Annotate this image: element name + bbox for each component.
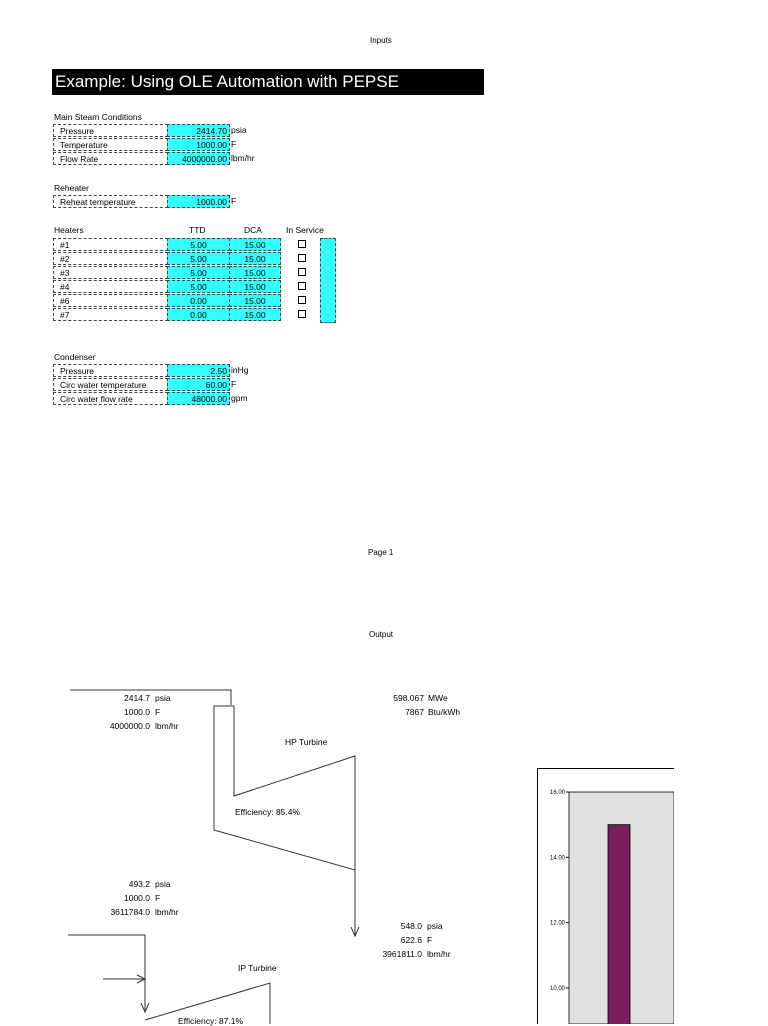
heater-dca-input[interactable]: 15.00 — [229, 238, 281, 251]
circ-water-temperature-input[interactable]: 60.00 — [167, 378, 230, 391]
heater-dca-input[interactable]: 15.00 — [229, 280, 281, 293]
condenser-pressure-label: Pressure — [53, 364, 168, 377]
ms-pressure-unit: psia — [155, 693, 171, 703]
rh-flow-unit: lbm/hr — [155, 907, 179, 917]
power-unit: MWe — [428, 693, 448, 703]
rh-temp-value: 1000.0 — [124, 893, 150, 903]
main-steam-flow-label: Flow Rate — [53, 152, 168, 165]
heater-dca-input[interactable]: 15.00 — [229, 308, 281, 321]
ms-temp-value: 1000.0 — [124, 707, 150, 717]
chart-y-tick-label: 12.00 — [549, 920, 565, 927]
heater-dca-input[interactable]: 15.00 — [229, 294, 281, 307]
condenser-pressure-unit: inHg — [231, 365, 249, 375]
main-steam-temperature-label: Temperature — [53, 138, 168, 151]
main-steam-pressure-input[interactable]: 2414.70 — [167, 124, 230, 137]
heater-row-label: #3 — [53, 266, 168, 279]
heater-ttd-input[interactable]: 5.00 — [167, 238, 230, 251]
hp-exhaust-flow-unit: lbm/hr — [427, 949, 451, 959]
chart-y-tick-label: 14.00 — [549, 855, 565, 862]
reheat-temperature-label: Reheat temperature — [53, 195, 168, 208]
heater-row-label: #7 — [53, 308, 168, 321]
heat-rate-unit: Btu/kWh — [428, 707, 461, 717]
ms-pressure-value: 2414.7 — [124, 693, 150, 703]
heater-ttd-input[interactable]: 5.00 — [167, 252, 230, 265]
hp-exhaust-temp-unit: F — [427, 935, 433, 945]
hp-turbine-label: HP Turbine — [285, 737, 328, 747]
heater-ttd-input[interactable]: 0.00 — [167, 294, 230, 307]
chart-bar — [608, 825, 630, 1024]
heater-dca-input[interactable]: 15.00 — [229, 252, 281, 265]
rh-temp-unit: F — [155, 893, 161, 903]
condenser-heading: Condenser — [54, 352, 96, 362]
heater-dca-input[interactable]: 15.00 — [229, 266, 281, 279]
ms-temp-unit: F — [155, 707, 161, 717]
circ-water-flow-unit: gpm — [231, 393, 248, 403]
ms-flow-value: 4000000.0 — [109, 721, 150, 731]
heater-row-label: #1 — [53, 238, 168, 251]
heaters-in-service-header: In Service — [286, 225, 324, 235]
heater-ttd-input[interactable]: 5.00 — [167, 266, 230, 279]
power-value: 598.067 — [393, 693, 424, 703]
rh-pressure-value: 493.2 — [128, 879, 150, 889]
page-footer: Page 1 — [368, 548, 394, 557]
hp-exhaust-pressure-unit: psia — [427, 921, 443, 931]
main-steam-pressure-label: Pressure — [53, 124, 168, 137]
reheat-temperature-unit: F — [231, 196, 237, 206]
main-steam-temperature-unit: F — [231, 139, 237, 149]
hp-exhaust-flow-value: 3961811.0 — [382, 949, 422, 959]
hp-turbine-efficiency: Efficiency: 85.4% — [235, 807, 301, 817]
circ-water-temperature-unit: F — [231, 379, 237, 389]
ip-turbine-label: IP Turbine — [238, 963, 277, 973]
heaters-dca-header: DCA — [244, 225, 262, 235]
heaters-heading: Heaters — [54, 225, 84, 235]
efficiency-chart — [537, 768, 674, 1024]
heaters-ttd-header: TTD — [189, 225, 206, 235]
heat-rate-value: 7867 — [405, 707, 424, 717]
heater-ttd-input[interactable]: 5.00 — [167, 280, 230, 293]
main-steam-temperature-input[interactable]: 1000.00 — [167, 138, 230, 151]
reheater-heading: Reheater — [54, 183, 89, 193]
circ-water-flow-input[interactable]: 48000.00 — [167, 392, 230, 405]
reheat-temperature-input[interactable]: 1000.00 — [167, 195, 230, 208]
main-steam-flow-unit: lbm/hr — [231, 153, 255, 163]
chart-y-tick-label: 16.00 — [549, 790, 565, 796]
page-title: Example: Using OLE Automation with PEPSE — [52, 69, 484, 95]
heater-ttd-input[interactable]: 0.00 — [167, 308, 230, 321]
ms-flow-unit: lbm/hr — [155, 721, 179, 731]
main-steam-heading: Main Steam Conditions — [54, 112, 142, 122]
rh-pressure-unit: psia — [155, 879, 171, 889]
condenser-pressure-input[interactable]: 2.50 — [167, 364, 230, 377]
circ-water-temperature-label: Circ water temperature — [53, 378, 168, 391]
main-steam-flow-input[interactable]: 4000000.00 — [167, 152, 230, 165]
heater-row-label: #4 — [53, 280, 168, 293]
hp-exhaust-pressure-value: 548.0 — [400, 921, 422, 931]
hp-exhaust-temp-value: 622.6 — [400, 935, 422, 945]
main-steam-pressure-unit: psia — [231, 125, 247, 135]
rh-flow-value: 3611784.0 — [110, 907, 150, 917]
heater-row-label: #6 — [53, 294, 168, 307]
inputs-page-header: Inputs — [370, 36, 392, 45]
heater-row-label: #2 — [53, 252, 168, 265]
hp-turbine-shape — [214, 706, 355, 870]
chart-y-tick-label: 10.00 — [549, 986, 565, 992]
ip-turbine-efficiency: Efficiency: 87.1% — [178, 1016, 244, 1026]
reheat-line — [68, 935, 145, 1010]
output-page-header: Output — [369, 630, 394, 639]
circ-water-flow-label: Circ water flow rate — [53, 392, 168, 405]
